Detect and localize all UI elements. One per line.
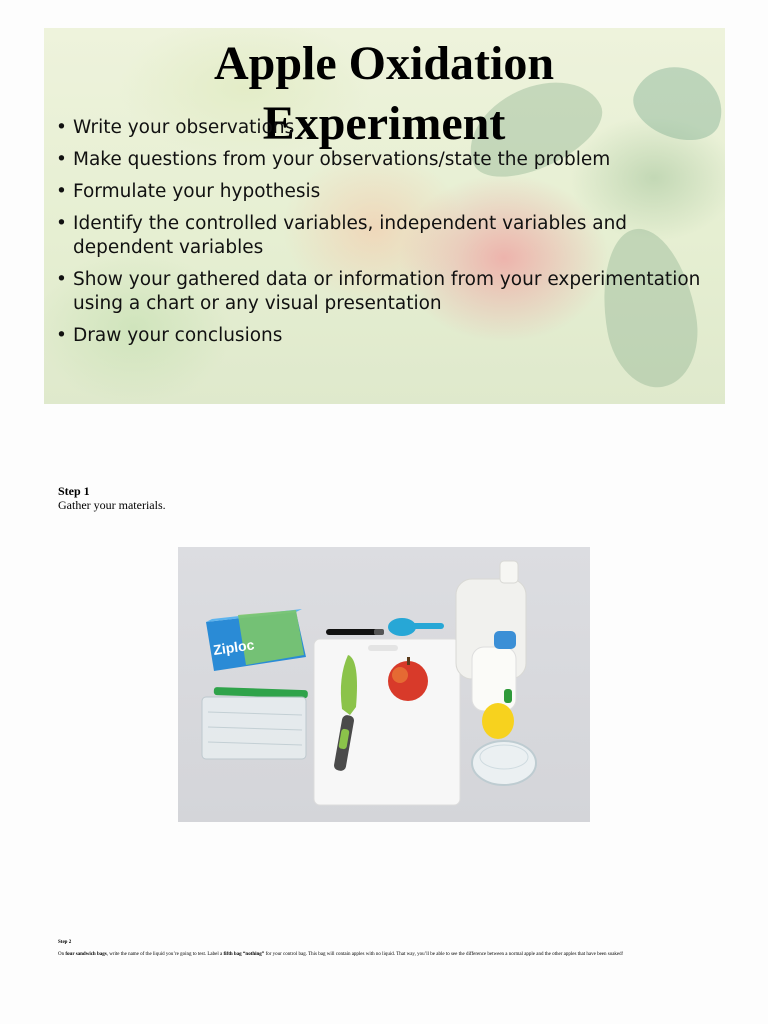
bullet-list (56, 116, 716, 356)
materials-illustration (178, 547, 590, 822)
sandwich-bags-icon (202, 687, 308, 759)
step1-text: Gather your materials. (58, 498, 166, 512)
step1-title: Step 1 (58, 484, 90, 498)
bullet-dot-icon: • (56, 117, 67, 138)
bullet-dot-icon: • (56, 149, 67, 170)
materials-photo (178, 547, 590, 822)
title-line-2: Experiment (262, 97, 506, 150)
bullet-item: • Write your observations (56, 117, 295, 138)
bullet-item: • Make questions from your observations/state the problem (56, 149, 611, 170)
bullet-dot-icon: • (56, 213, 67, 234)
step2-title: Step 2 (58, 940, 72, 945)
measuring-spoon-icon (388, 618, 444, 636)
marker-icon (326, 629, 384, 635)
glass-bowl-icon (472, 741, 536, 785)
bullet-item: • Formulate your hypothesis (56, 181, 321, 202)
title-line-1: Apple Oxidation (213, 37, 555, 90)
slide-banner (44, 28, 725, 404)
bullet-dot-icon: • (56, 325, 67, 346)
ziploc-box-label: Ziploc (212, 636, 256, 658)
bullet-item: • Show your gathered data or information from your experimentation using a chart or any visual presentation (56, 269, 701, 314)
step2-text: On four sandwich bags, write the name of the liquid you’re going to test. Label a fifth bag “nothing” for your control bag. This bag will contain apples with no liquid. That way, you’ll be able to see the difference between a normal apple and the other apples that have been soaked! (58, 952, 624, 957)
bullet-item: • Identify the controlled variables, independent variables and dependent variables (56, 213, 628, 258)
cutting-board-icon (314, 639, 460, 805)
bullet-dot-icon: • (56, 269, 67, 290)
bullet-dot-icon: • (56, 181, 67, 202)
bullet-item: • Draw your conclusions (56, 325, 283, 346)
ziploc-box-icon (206, 609, 306, 671)
